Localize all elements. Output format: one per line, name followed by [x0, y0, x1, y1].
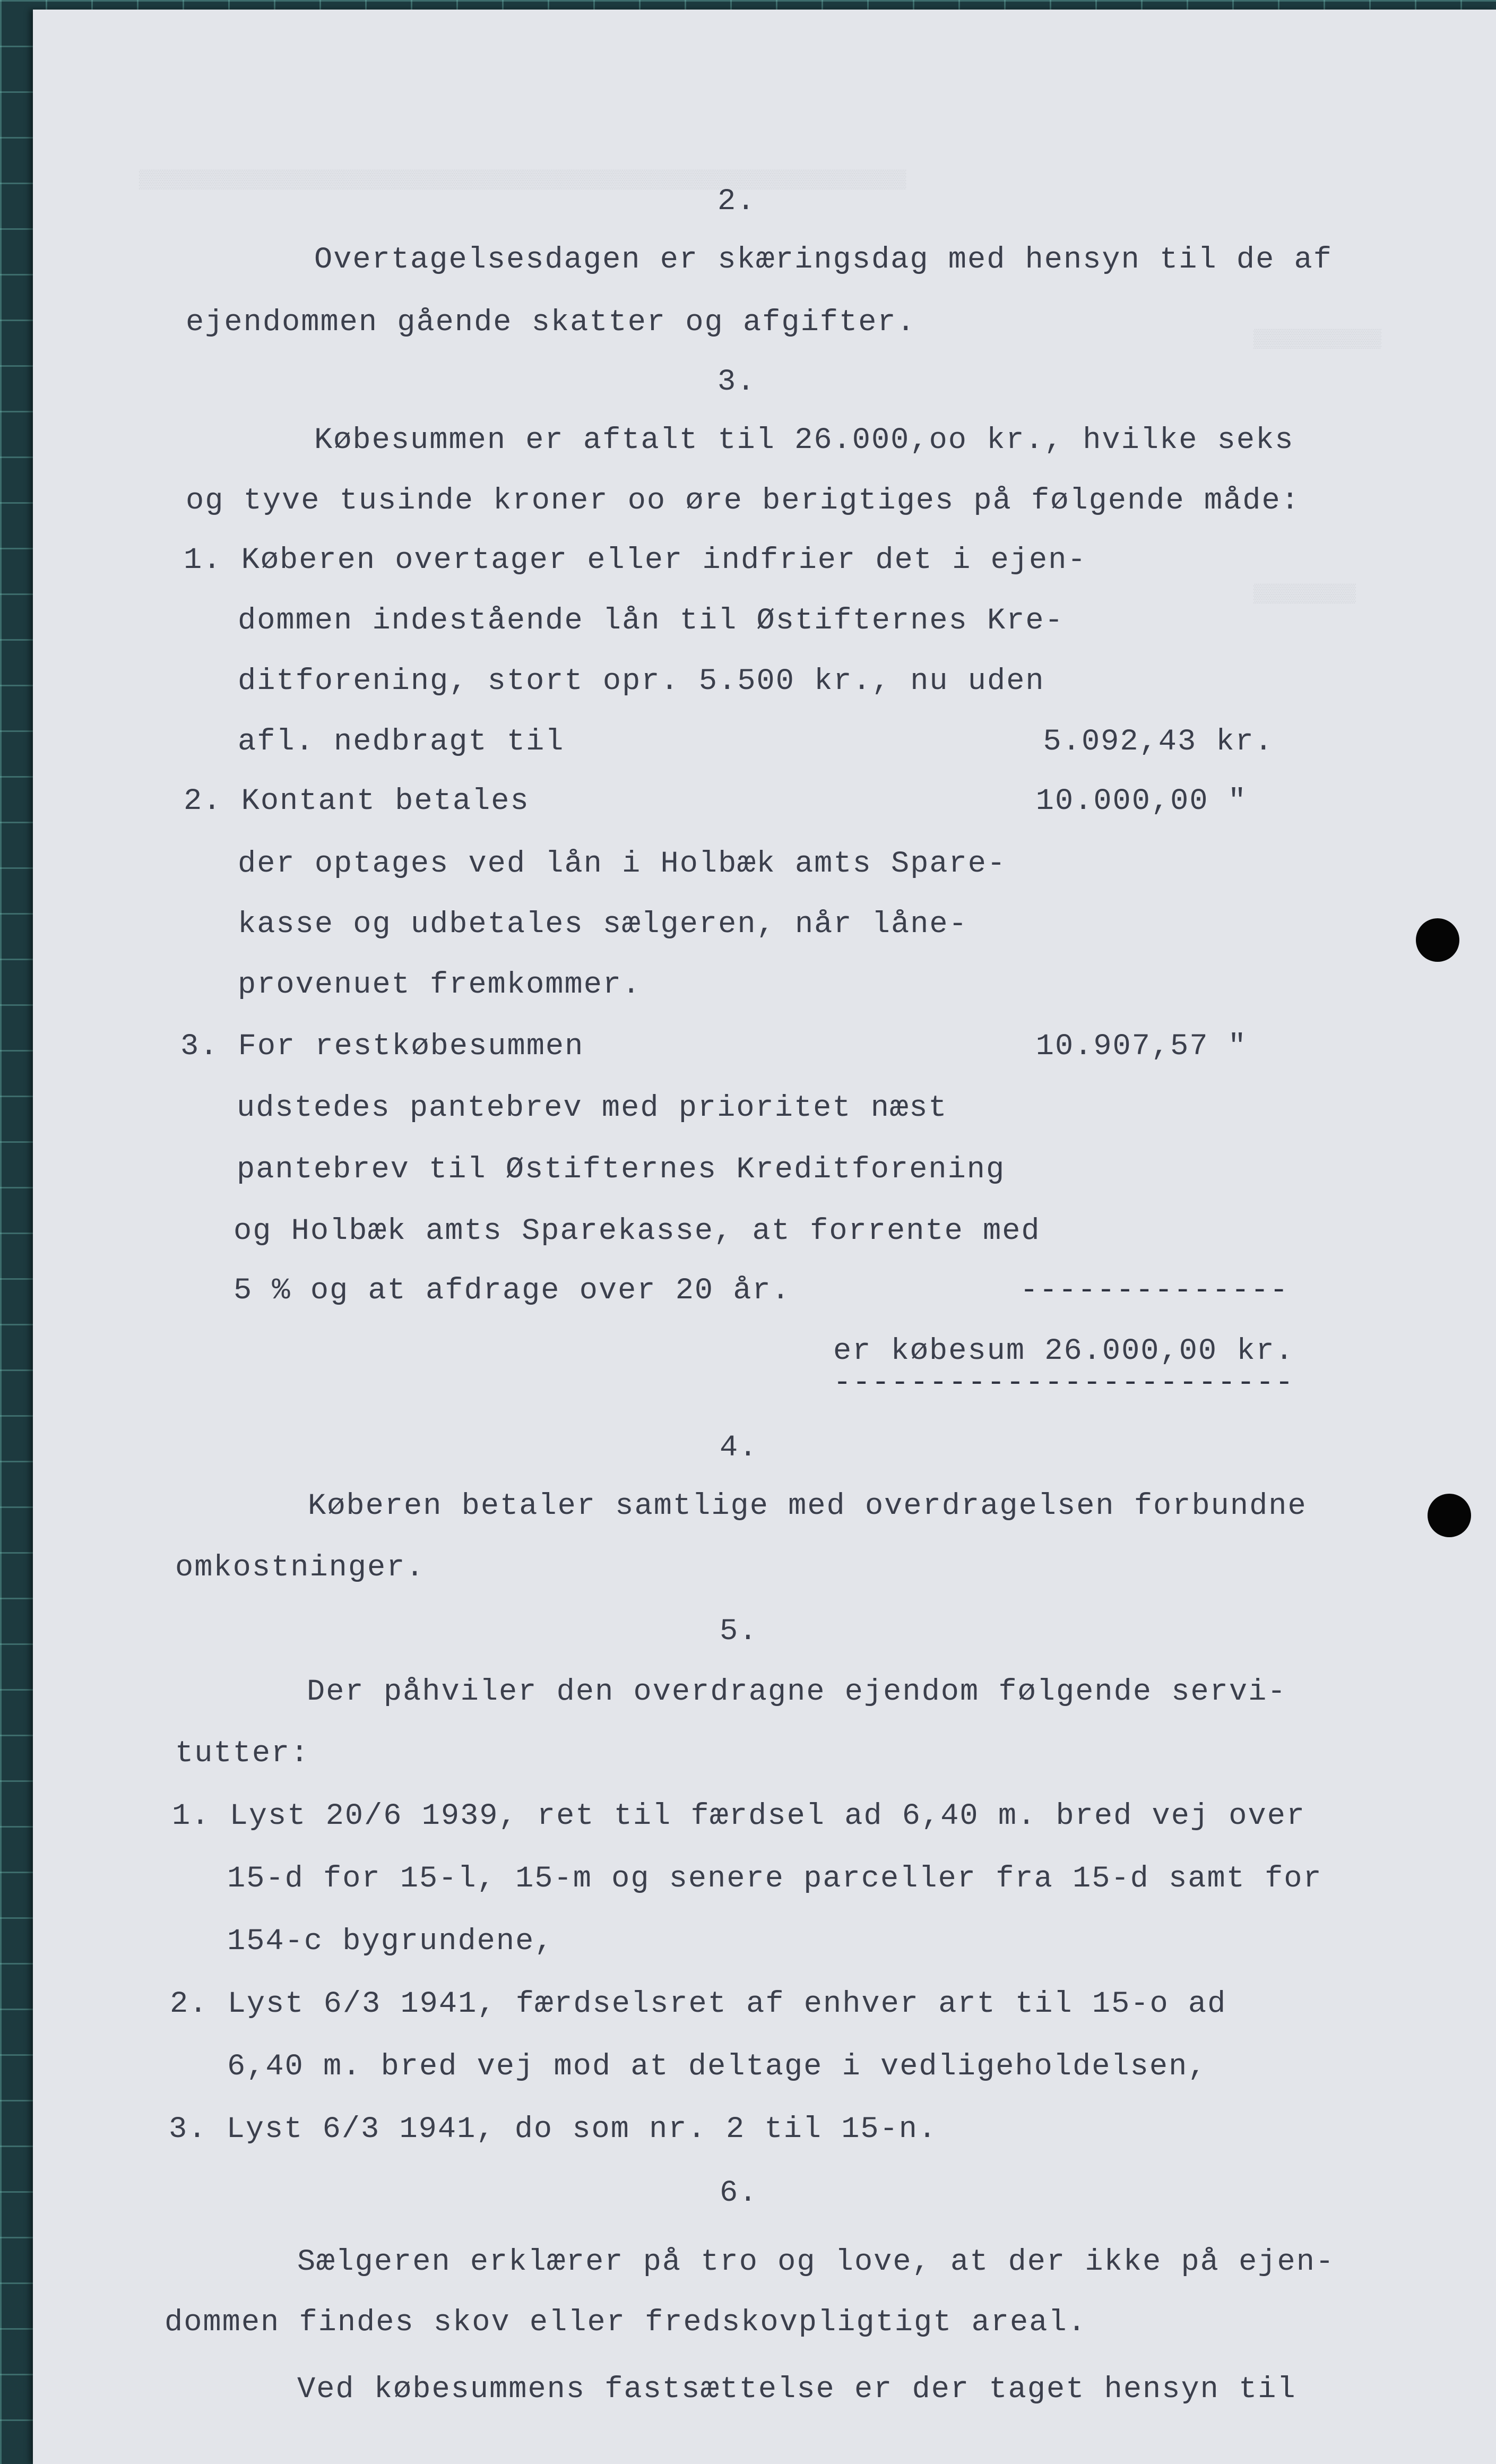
payment-item-line: 2. Kontant betales [184, 785, 530, 819]
paragraph-line: Køberen betaler samtlige med overdragelsen forbundne [308, 1489, 1307, 1523]
section-number: 5. [720, 1615, 758, 1649]
payment-item-line: der optages ved lån i Holbæk amts Spare- [238, 847, 1007, 881]
paragraph-line: dommen findes skov eller fredskovpligtigt areal. [165, 2306, 1087, 2340]
bleed-through-text: ▒▒▒▒▒▒▒▒▒▒▒▒▒▒▒▒▒▒▒▒▒▒▒▒▒▒▒▒▒▒▒▒▒▒▒▒▒▒▒▒▒▒▒▒▒▒▒▒▒▒▒▒▒▒▒▒▒▒▒▒ [139, 169, 906, 189]
purchase-total: er købesum 26.000,00 kr. [833, 1334, 1294, 1368]
servitude-line: 1. Lyst 20/6 1939, ret til færdsel ad 6,40 m. bred vej over [172, 1799, 1306, 1833]
section-number: 3. [717, 365, 756, 399]
paragraph-line: Ved købesummens fastsættelse er der taget hensyn til [297, 2373, 1296, 2407]
punch-hole [1428, 1494, 1471, 1537]
paragraph-line: Købesummen er aftalt til 26.000,oo kr., hvilke seks [314, 424, 1294, 458]
servitude-line: 2. Lyst 6/3 1941, færdselsret af enhver art til 15-o ad [170, 1987, 1227, 2021]
paragraph-line: Der påhviler den overdragne ejendom følgende servi- [307, 1675, 1287, 1709]
servitude-line: 6,40 m. bred vej mod at deltage i vedligeholdelsen, [227, 2050, 1207, 2084]
section-number: 4. [720, 1431, 758, 1465]
payment-item-line: dommen indestående lån til Østifternes Kre- [238, 604, 1064, 638]
punch-hole [1416, 918, 1459, 962]
payment-item-line: udstedes pantebrev med prioritet næst [237, 1091, 948, 1125]
payment-item-line: kasse og udbetales sælgeren, når låne- [238, 908, 968, 942]
servitude-line: 15-d for 15-l, 15-m og senere parceller fra 15-d samt for [227, 1862, 1322, 1896]
payment-amount: 10.907,57 " [1035, 1030, 1247, 1064]
sum-rule-short: -------------- [1020, 1274, 1289, 1308]
sum-rule-long: ------------------------ [833, 1366, 1294, 1400]
servitude-line: 3. Lyst 6/3 1941, do som nr. 2 til 15-n. [169, 2113, 938, 2147]
paragraph-line: Overtagelsesdagen er skæringsdag med hensyn til de af [314, 243, 1333, 277]
payment-item-line: pantebrev til Østifternes Kreditforening [237, 1153, 1006, 1187]
paragraph-line: ejendommen gående skatter og afgifter. [186, 306, 916, 340]
section-number: 6. [720, 2176, 758, 2210]
payment-amount: 10.000,00 " [1035, 785, 1247, 819]
paragraph-line: Sælgeren erklærer på tro og love, at der ikke på ejen- [297, 2245, 1335, 2279]
payment-item-line: 3. For restkøbesummen [180, 1030, 584, 1064]
paragraph-line: og tyve tusinde kroner oo øre berigtiges på følgende måde: [186, 484, 1300, 518]
payment-item-line: og Holbæk amts Sparekasse, at forrente med [234, 1214, 1041, 1248]
payment-item-line: afl. nedbragt til [238, 725, 565, 759]
payment-item-line: provenuet fremkommer. [238, 968, 642, 1002]
section-number: 2. [717, 185, 756, 219]
payment-item-line: ditforening, stort opr. 5.500 kr., nu uden [238, 665, 1045, 699]
paragraph-line: tutter: [175, 1737, 310, 1771]
bleed-through-text: ▒▒▒▒▒▒▒▒ [1253, 583, 1356, 603]
servitude-line: 154-c bygrundene, [227, 1925, 554, 1959]
paragraph-line: omkostninger. [175, 1551, 425, 1585]
payment-item-line: 1. Køberen overtager eller indfrier det i ejen- [184, 544, 1087, 578]
payment-amount: 5.092,43 kr. [1043, 725, 1274, 759]
payment-item-line: 5 % og at afdrage over 20 år. [234, 1274, 791, 1308]
bleed-through-text: ▒▒▒▒▒▒▒▒▒▒ [1253, 328, 1381, 348]
